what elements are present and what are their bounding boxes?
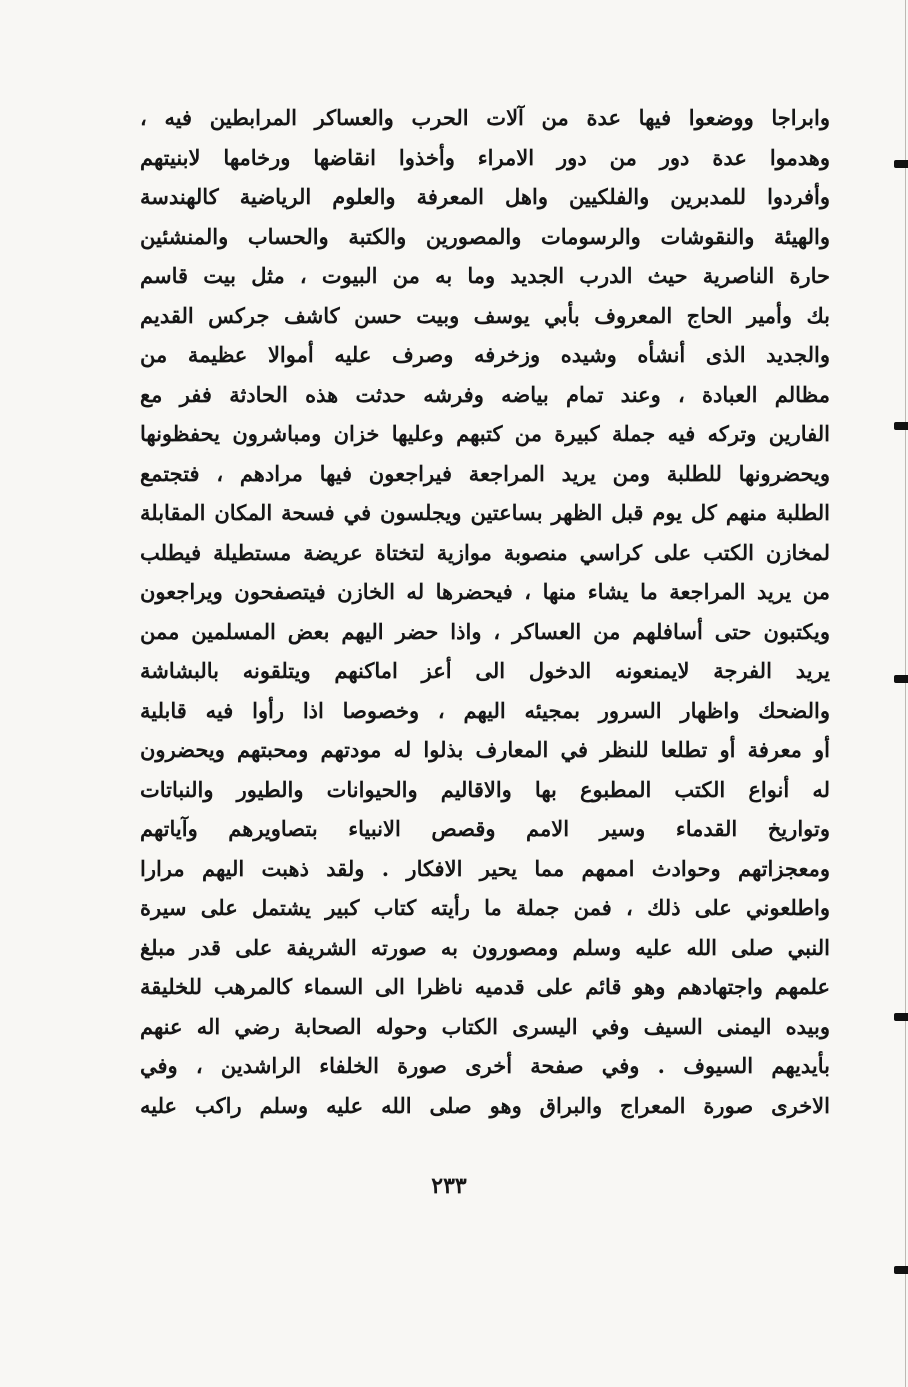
page-edge-line <box>905 0 906 1387</box>
text-line: الطلبة منهم كل يوم قبل الظهر بساعتين ويجلسون في فسحة المكان المقابلة <box>140 500 830 525</box>
text-line: مظالم العبادة ، وعند تمام بياضه وفرشه حدثت هذه الحادثة ففر مع <box>140 381 830 407</box>
edge-mark <box>894 675 908 683</box>
text-line: ويحضرونها للطلبة ومن يريد المراجعة فيراجعون فيها مرادهم ، فتجتمع <box>140 460 830 486</box>
body-text <box>140 98 830 1125</box>
text-line: والجديد الذى أنشأه وشيده وزخرفه وصرف عليه أموالا عظيمة من <box>140 342 830 367</box>
text-line: والضحك واظهار السرور بمجيئه اليهم ، وخصوصا اذا رأوا فيه قابلية <box>140 697 830 723</box>
text-line: من يريد المراجعة ما يشاء منها ، فيحضرها له الخازن فيتصفحون ويراجعون <box>140 579 830 604</box>
text-line: الفارين وتركه فيه جملة كبيرة من كتبهم وعليها خزان ومباشرون يحفظونها <box>140 421 830 446</box>
text-line: الاخرى صورة المعراج والبراق وهو صلى الله عليه وسلم راكب عليه <box>140 1092 830 1118</box>
edge-mark <box>894 1013 908 1021</box>
text-line: والهيئة والنقوشات والرسومات والمصورين والكتبة والحساب والمنشئين <box>140 223 830 249</box>
text-line: حارة الناصرية حيث الدرب الجديد وما به من البيوت ، مثل بيت قاسم <box>140 263 830 288</box>
text-line: وهدموا عدة دور من دور الامراء وأخذوا انقاضها ورخامها لابنيتهم <box>140 144 830 170</box>
text-line: وابراجا ووضعوا فيها عدة من آلات الحرب والعساكر المرابطين فيه ، <box>140 105 830 130</box>
edge-mark <box>894 160 908 168</box>
text-line: أو معرفة أو تطلعا للنظر في المعارف بذلوا له مودتهم ومحبتهم ويحضرون <box>140 737 830 762</box>
text-line: له أنواع الكتب المطبوع بها والاقاليم والحيوانات والطيور والنباتات <box>140 776 830 802</box>
text-line: وتواريخ القدماء وسير الامم وقصص الانبياء بتصاويرهم وآياتهم <box>140 816 830 841</box>
text-line: ومعجزاتهم وحوادث اممهم مما يحير الافكار . ولقد ذهبت اليهم مرارا <box>140 855 830 881</box>
text-line: واطلعوني على ذلك ، فمن جملة ما رأيته كتاب كبير يشتمل على سيرة <box>140 895 830 920</box>
text-line: ويكتبون حتى أسافلهم من العساكر ، واذا حضر اليهم بعض المسلمين ممن <box>140 618 830 644</box>
page-number: ٢٣٣ <box>431 1173 467 1199</box>
edge-mark <box>894 1266 908 1274</box>
text-line: لمخازن الكتب على كراسي منصوبة موازية لتختاة عريضة مستطيلة فيطلب <box>140 539 830 565</box>
text-line: يريد الفرجة لايمنعونه الدخول الى أعز اماكنهم ويتلقونه بالبشاشة <box>140 658 830 683</box>
text-line: بك وأمير الحاج المعروف بأبي يوسف وبيت حسن كاشف جركس القديم <box>140 302 830 328</box>
text-line: النبي صلى الله عليه وسلم ومصورون به صورته الشريفة على قدر مبلغ <box>140 934 830 960</box>
text-line: وأفردوا للمدبرين والفلكيين واهل المعرفة والعلوم الرياضية كالهندسة <box>140 184 830 209</box>
edge-mark <box>894 422 908 430</box>
text-line: بأيديهم السيوف . وفي صفحة أخرى صورة الخلفاء الراشدين ، وفي <box>140 1053 830 1078</box>
text-line: علمهم واجتهادهم وهو قائم على قدميه ناظرا الى السماء كالمرهب للخليقة <box>140 974 830 999</box>
text-line: وبيده اليمنى السيف وفي اليسرى الكتاب وحوله الصحابة رضي اله عنهم <box>140 1013 830 1039</box>
